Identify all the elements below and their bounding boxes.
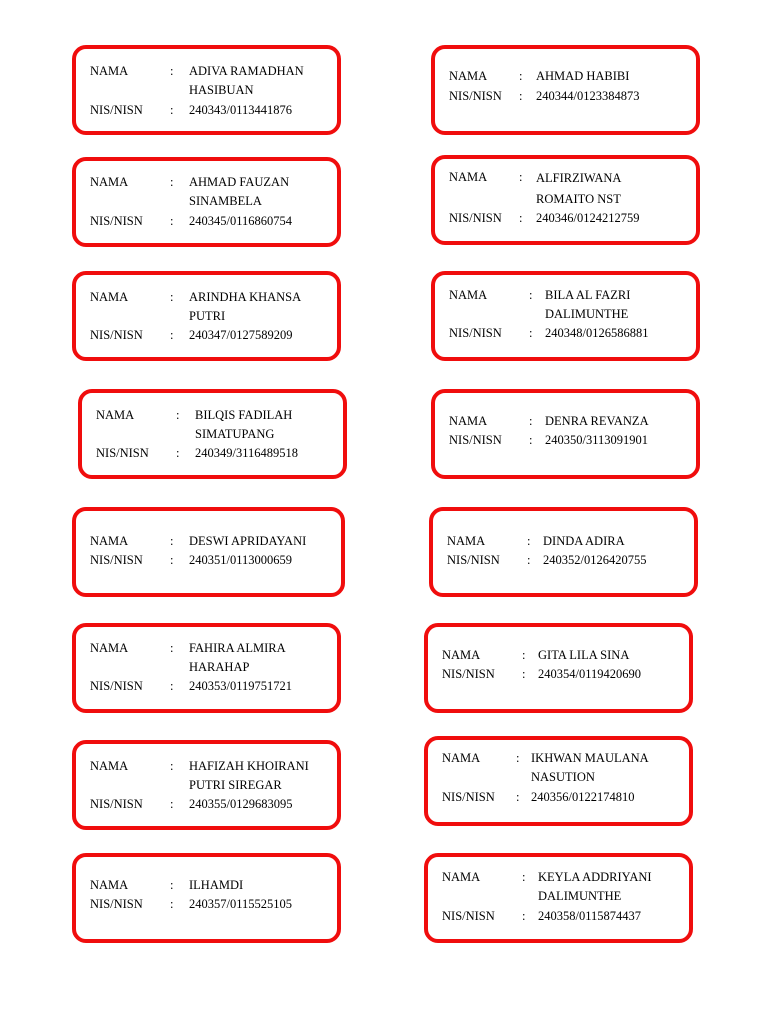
name-label: NAMA bbox=[442, 870, 481, 884]
name-label: NAMA bbox=[449, 414, 488, 428]
student-id: 240355/0129683095 bbox=[189, 797, 293, 811]
student-id: 240354/0119420690 bbox=[538, 667, 642, 681]
separator: : bbox=[522, 648, 526, 662]
separator: : bbox=[170, 878, 174, 892]
separator: : bbox=[170, 534, 174, 548]
student-name: HAFIZAH KHOIRANI PUTRI SIREGAR bbox=[189, 759, 309, 792]
student-name: ILHAMDI bbox=[189, 878, 244, 892]
student-id: 240347/0127589209 bbox=[189, 328, 293, 342]
student-id: 240344/0123384873 bbox=[536, 89, 640, 103]
id-label: NIS/NISN bbox=[442, 790, 495, 804]
separator: : bbox=[519, 170, 523, 184]
name-label: NAMA bbox=[96, 408, 135, 422]
student-name: BILQIS FADILAH SIMATUPANG bbox=[195, 408, 293, 441]
name-label: NAMA bbox=[90, 64, 129, 78]
student-id: 240346/0124212759 bbox=[536, 211, 640, 225]
name-label: NAMA bbox=[442, 751, 481, 765]
id-label: NIS/NISN bbox=[90, 679, 143, 693]
student-name: ARINDHA KHANSA PUTRI bbox=[189, 290, 302, 323]
separator: : bbox=[170, 103, 174, 117]
separator: : bbox=[527, 553, 531, 567]
name-label: NAMA bbox=[90, 878, 129, 892]
name-card bbox=[424, 623, 693, 713]
id-label: NIS/NISN bbox=[90, 897, 143, 911]
name-card bbox=[72, 623, 341, 713]
separator: : bbox=[170, 290, 174, 304]
id-label: NIS/NISN bbox=[90, 103, 143, 117]
id-label: NIS/NISN bbox=[449, 433, 502, 447]
name-card bbox=[72, 157, 341, 247]
name-label: NAMA bbox=[90, 759, 129, 773]
name-card bbox=[431, 389, 700, 479]
name-label: NAMA bbox=[449, 69, 488, 83]
name-card bbox=[431, 155, 700, 245]
student-id: 240350/3113091901 bbox=[545, 433, 649, 447]
separator: : bbox=[529, 326, 533, 340]
student-id: 240351/0113000659 bbox=[189, 553, 293, 567]
separator: : bbox=[527, 534, 531, 548]
name-label: NAMA bbox=[449, 288, 488, 302]
name-card bbox=[72, 507, 345, 597]
id-label: NIS/NISN bbox=[449, 211, 502, 225]
student-id: 240352/0126420755 bbox=[543, 553, 647, 567]
student-name: BILA AL FAZRI DALIMUNTHE bbox=[545, 288, 631, 321]
student-name: AHMAD FAUZAN SINAMBELA bbox=[189, 175, 290, 208]
name-card bbox=[431, 45, 700, 135]
separator: : bbox=[529, 288, 533, 302]
separator: : bbox=[170, 759, 174, 773]
student-id: 240345/0116860754 bbox=[189, 214, 293, 228]
separator: : bbox=[519, 211, 523, 225]
name-label: NAMA bbox=[447, 534, 486, 548]
student-id: 240348/0126586881 bbox=[545, 326, 649, 340]
id-label: NIS/NISN bbox=[447, 553, 500, 567]
name-card bbox=[429, 507, 698, 597]
separator: : bbox=[170, 641, 174, 655]
separator: : bbox=[176, 446, 180, 460]
student-id: 240349/3116489518 bbox=[195, 446, 299, 460]
separator: : bbox=[176, 408, 180, 422]
student-name: GITA LILA SINA bbox=[538, 648, 630, 662]
separator: : bbox=[170, 797, 174, 811]
student-id: 240356/0122174810 bbox=[531, 790, 635, 804]
student-id: 240353/0119751721 bbox=[189, 679, 293, 693]
id-label: NIS/NISN bbox=[449, 89, 502, 103]
separator: : bbox=[170, 328, 174, 342]
separator: : bbox=[522, 667, 526, 681]
separator: : bbox=[529, 433, 533, 447]
student-name: IKHWAN MAULANA NASUTION bbox=[531, 751, 649, 784]
name-label: NAMA bbox=[90, 534, 129, 548]
id-label: NIS/NISN bbox=[90, 328, 143, 342]
separator: : bbox=[522, 870, 526, 884]
separator: : bbox=[170, 64, 174, 78]
name-card bbox=[72, 45, 341, 135]
separator: : bbox=[516, 790, 520, 804]
id-label: NIS/NISN bbox=[442, 667, 495, 681]
separator: : bbox=[519, 89, 523, 103]
student-name: FAHIRA ALMIRA HARAHAP bbox=[189, 641, 286, 674]
name-label: NAMA bbox=[90, 641, 129, 655]
student-name: DINDA ADIRA bbox=[543, 534, 625, 548]
separator: : bbox=[170, 897, 174, 911]
student-name: ADIVA RAMADHAN HASIBUAN bbox=[189, 64, 304, 97]
name-card bbox=[424, 736, 693, 826]
id-label: NIS/NISN bbox=[90, 797, 143, 811]
id-label: NIS/NISN bbox=[96, 446, 149, 460]
id-label: NIS/NISN bbox=[449, 326, 502, 340]
student-id: 240358/0115874437 bbox=[538, 909, 642, 923]
id-label: NIS/NISN bbox=[90, 214, 143, 228]
name-label: NAMA bbox=[442, 648, 481, 662]
student-name: AHMAD HABIBI bbox=[536, 69, 630, 83]
separator: : bbox=[522, 909, 526, 923]
name-card bbox=[431, 271, 700, 361]
student-name: DESWI APRIDAYANI bbox=[189, 534, 307, 548]
student-name: DENRA REVANZA bbox=[545, 414, 649, 428]
separator: : bbox=[170, 553, 174, 567]
name-label: NAMA bbox=[90, 290, 129, 304]
name-label: NAMA bbox=[449, 170, 488, 184]
student-name: KEYLA ADDRIYANI DALIMUNTHE bbox=[538, 870, 652, 903]
separator: : bbox=[529, 414, 533, 428]
separator: : bbox=[170, 214, 174, 228]
name-label: NAMA bbox=[90, 175, 129, 189]
student-name: ALFIRZIWANA ROMAITO NST bbox=[536, 171, 622, 206]
student-id: 240343/0113441876 bbox=[189, 103, 293, 117]
name-card bbox=[72, 853, 341, 943]
separator: : bbox=[170, 679, 174, 693]
separator: : bbox=[516, 751, 520, 765]
name-card bbox=[424, 853, 693, 943]
name-card bbox=[72, 271, 341, 361]
id-label: NIS/NISN bbox=[442, 909, 495, 923]
name-card bbox=[72, 740, 341, 830]
separator: : bbox=[519, 69, 523, 83]
id-label: NIS/NISN bbox=[90, 553, 143, 567]
separator: : bbox=[170, 175, 174, 189]
name-card bbox=[78, 389, 347, 479]
student-id: 240357/0115525105 bbox=[189, 897, 293, 911]
